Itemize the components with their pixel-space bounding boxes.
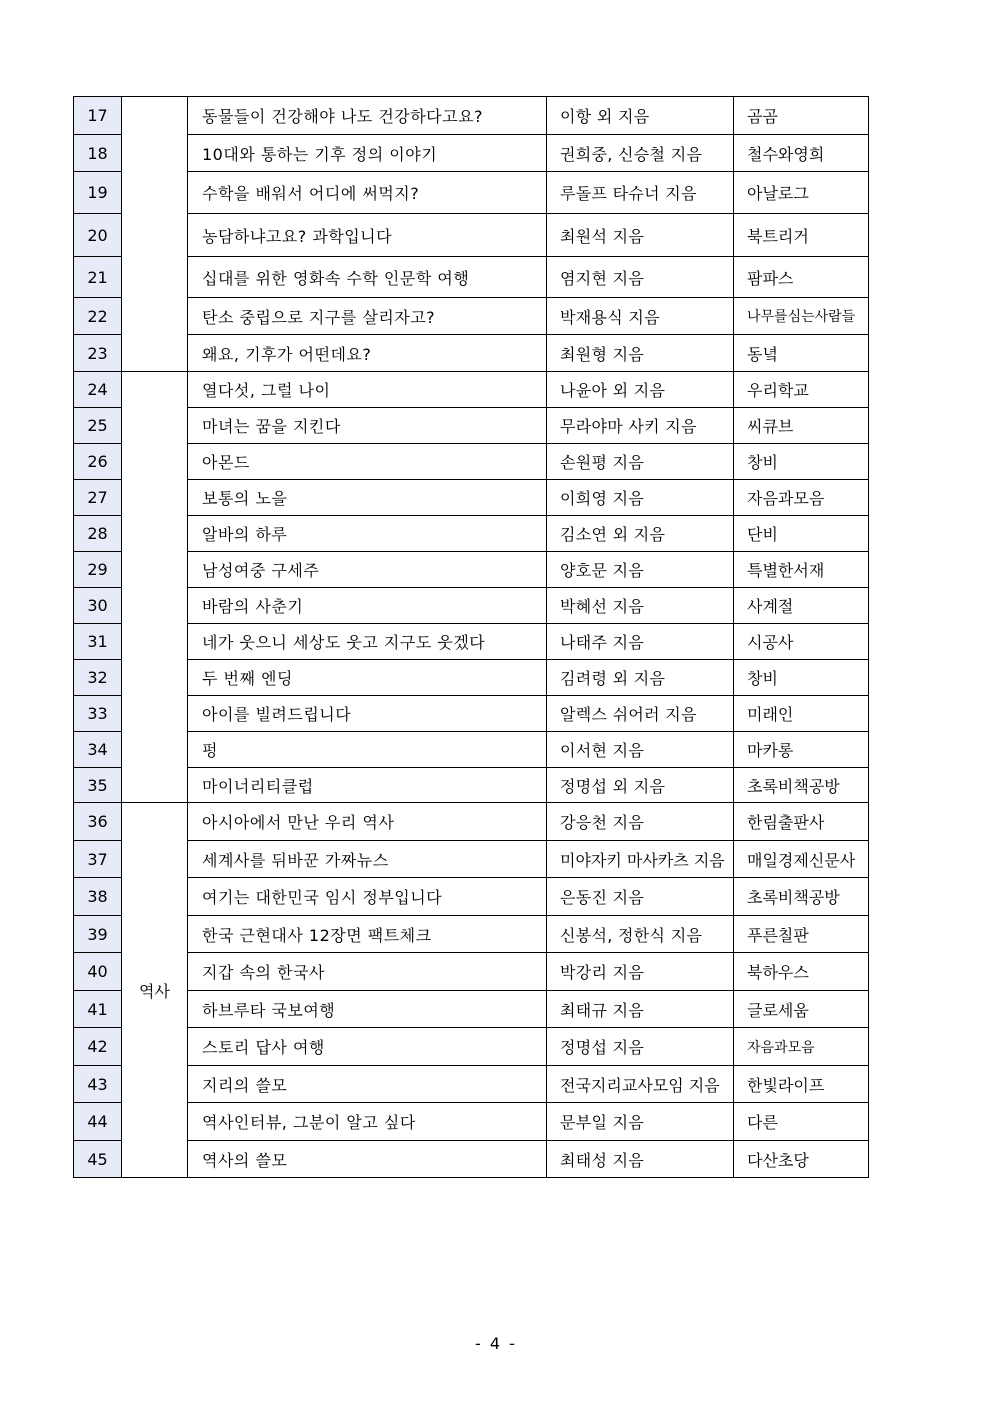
row-number: 18	[74, 135, 122, 172]
table-row	[74, 172, 869, 214]
book-author: 김소연 외 지음	[547, 516, 734, 552]
row-number: 43	[74, 1066, 122, 1103]
row-number: 45	[74, 1141, 122, 1178]
book-author: 권희중, 신승철 지음	[547, 135, 734, 172]
row-number: 44	[74, 1103, 122, 1141]
row-number: 24	[74, 372, 122, 408]
table-row	[74, 588, 869, 624]
row-number: 29	[74, 552, 122, 588]
book-publisher: 다산초당	[734, 1141, 869, 1178]
row-number: 31	[74, 624, 122, 660]
book-title: 보통의 노을	[188, 480, 547, 516]
table-row	[74, 624, 869, 660]
table-row	[74, 408, 869, 444]
book-publisher: 씨큐브	[734, 408, 869, 444]
book-title: 세계사를 뒤바꾼 가짜뉴스	[188, 841, 547, 878]
book-publisher: 단비	[734, 516, 869, 552]
category-cell	[122, 97, 188, 372]
table-row	[74, 214, 869, 257]
book-author: 루돌프 타슈너 지음	[547, 172, 734, 214]
book-publisher: 초록비책공방	[734, 878, 869, 916]
book-title: 지갑 속의 한국사	[188, 953, 547, 991]
book-author: 김려령 외 지음	[547, 660, 734, 696]
table-row	[74, 444, 869, 480]
book-title: 십대를 위한 영화속 수학 인문학 여행	[188, 257, 547, 298]
book-title: 지리의 쓸모	[188, 1066, 547, 1103]
book-title: 두 번째 엔딩	[188, 660, 547, 696]
book-publisher: 아날로그	[734, 172, 869, 214]
row-number: 33	[74, 696, 122, 732]
book-publisher: 초록비책공방	[734, 768, 869, 803]
table-row	[74, 696, 869, 732]
book-publisher: 북하우스	[734, 953, 869, 991]
book-title: 동물들이 건강해야 나도 건강하다고요?	[188, 97, 547, 135]
book-publisher: 동녘	[734, 335, 869, 372]
book-title: 왜요, 기후가 어떤데요?	[188, 335, 547, 372]
book-title: 역사인터뷰, 그분이 알고 싶다	[188, 1103, 547, 1141]
book-author: 무라야마 사키 지음	[547, 408, 734, 444]
table-row	[74, 552, 869, 588]
table-row	[74, 1028, 869, 1066]
table-row	[74, 135, 869, 172]
book-author: 박강리 지음	[547, 953, 734, 991]
table-row	[74, 335, 869, 372]
category-history: 역사	[122, 803, 188, 1178]
book-author: 신봉석, 정한식 지음	[547, 916, 734, 953]
book-author: 박혜선 지음	[547, 588, 734, 624]
table-row	[74, 480, 869, 516]
book-publisher: 우리학교	[734, 372, 869, 408]
book-author: 알렉스 쉬어러 지음	[547, 696, 734, 732]
book-publisher: 한빛라이프	[734, 1066, 869, 1103]
book-title: 바람의 사춘기	[188, 588, 547, 624]
book-title: 아시아에서 만난 우리 역사	[188, 803, 547, 841]
row-number: 41	[74, 991, 122, 1028]
book-title: 역사의 쓸모	[188, 1141, 547, 1178]
book-author: 강응천 지음	[547, 803, 734, 841]
table-row	[74, 372, 869, 408]
book-author: 전국지리교사모임 지음	[547, 1066, 734, 1103]
book-title: 남성여중 구세주	[188, 552, 547, 588]
table-row	[74, 257, 869, 298]
book-publisher: 특별한서재	[734, 552, 869, 588]
book-title: 농담하냐고요? 과학입니다	[188, 214, 547, 257]
book-title: 알바의 하루	[188, 516, 547, 552]
row-number: 25	[74, 408, 122, 444]
book-title: 네가 웃으니 세상도 웃고 지구도 웃겠다	[188, 624, 547, 660]
book-publisher: 북트리거	[734, 214, 869, 257]
book-publisher: 곰곰	[734, 97, 869, 135]
row-number: 22	[74, 298, 122, 335]
book-author: 박재용식 지음	[547, 298, 734, 335]
row-number: 37	[74, 841, 122, 878]
book-author: 염지현 지음	[547, 257, 734, 298]
book-publisher: 철수와영희	[734, 135, 869, 172]
table-row	[74, 97, 869, 135]
table-row	[74, 298, 869, 335]
row-number: 35	[74, 768, 122, 803]
table-row	[74, 516, 869, 552]
book-title: 한국 근현대사 12장면 팩트체크	[188, 916, 547, 953]
book-author: 나윤아 외 지음	[547, 372, 734, 408]
row-number: 26	[74, 444, 122, 480]
book-author: 최태성 지음	[547, 1141, 734, 1178]
book-title: 마녀는 꿈을 지킨다	[188, 408, 547, 444]
table-row	[74, 1066, 869, 1103]
book-publisher: 사계절	[734, 588, 869, 624]
book-author: 최원형 지음	[547, 335, 734, 372]
book-author: 은동진 지음	[547, 878, 734, 916]
book-title: 열다섯, 그럴 나이	[188, 372, 547, 408]
book-publisher: 한림출판사	[734, 803, 869, 841]
book-publisher: 매일경제신문사	[734, 841, 869, 878]
book-author: 이항 외 지음	[547, 97, 734, 135]
book-title: 하브루타 국보여행	[188, 991, 547, 1028]
book-author: 나태주 지음	[547, 624, 734, 660]
row-number: 23	[74, 335, 122, 372]
book-list-body	[74, 97, 869, 1178]
book-publisher: 팜파스	[734, 257, 869, 298]
book-publisher: 미래인	[734, 696, 869, 732]
book-publisher: 시공사	[734, 624, 869, 660]
book-title: 아이를 빌려드립니다	[188, 696, 547, 732]
table-row	[74, 991, 869, 1028]
row-number: 36	[74, 803, 122, 841]
table-row	[74, 953, 869, 991]
table-row	[74, 841, 869, 878]
book-title: 여기는 대한민국 임시 정부입니다	[188, 878, 547, 916]
row-number: 34	[74, 732, 122, 768]
row-number: 40	[74, 953, 122, 991]
table-row	[74, 660, 869, 696]
book-author: 손원평 지음	[547, 444, 734, 480]
row-number: 28	[74, 516, 122, 552]
table-row	[74, 732, 869, 768]
book-publisher: 마카롱	[734, 732, 869, 768]
book-publisher: 다른	[734, 1103, 869, 1141]
book-publisher: 창비	[734, 660, 869, 696]
book-publisher: 자음과모음	[734, 1028, 869, 1066]
row-number: 21	[74, 257, 122, 298]
book-publisher: 나무를심는사람들	[734, 298, 869, 335]
book-title: 아몬드	[188, 444, 547, 480]
book-author: 양호문 지음	[547, 552, 734, 588]
row-number: 42	[74, 1028, 122, 1066]
category-cell	[122, 372, 188, 803]
row-number: 20	[74, 214, 122, 257]
book-title: 스토리 답사 여행	[188, 1028, 547, 1066]
book-title: 수학을 배워서 어디에 써먹지?	[188, 172, 547, 214]
book-publisher: 창비	[734, 444, 869, 480]
book-title: 10대와 통하는 기후 정의 이야기	[188, 135, 547, 172]
book-author: 미야자키 마사카츠 지음	[547, 841, 734, 878]
row-number: 17	[74, 97, 122, 135]
table-row	[74, 878, 869, 916]
page-number: - 4 -	[475, 1334, 517, 1353]
book-author: 최원석 지음	[547, 214, 734, 257]
row-number: 38	[74, 878, 122, 916]
table-row	[74, 1103, 869, 1141]
table-row	[74, 916, 869, 953]
book-author: 이서현 지음	[547, 732, 734, 768]
book-publisher: 푸른칠판	[734, 916, 869, 953]
book-author: 정명섭 외 지음	[547, 768, 734, 803]
table-row	[74, 803, 869, 841]
book-author: 이희영 지음	[547, 480, 734, 516]
book-publisher: 자음과모음	[734, 480, 869, 516]
book-author: 정명섭 지음	[547, 1028, 734, 1066]
book-author: 최태규 지음	[547, 991, 734, 1028]
table-row	[74, 1141, 869, 1178]
row-number: 39	[74, 916, 122, 953]
table-row	[74, 768, 869, 803]
row-number: 32	[74, 660, 122, 696]
book-title: 펑	[188, 732, 547, 768]
row-number: 19	[74, 172, 122, 214]
book-title: 마이너리티클럽	[188, 768, 547, 803]
book-publisher: 글로세움	[734, 991, 869, 1028]
book-list-table	[73, 96, 869, 1178]
row-number: 27	[74, 480, 122, 516]
row-number: 30	[74, 588, 122, 624]
book-title: 탄소 중립으로 지구를 살리자고?	[188, 298, 547, 335]
book-author: 문부일 지음	[547, 1103, 734, 1141]
